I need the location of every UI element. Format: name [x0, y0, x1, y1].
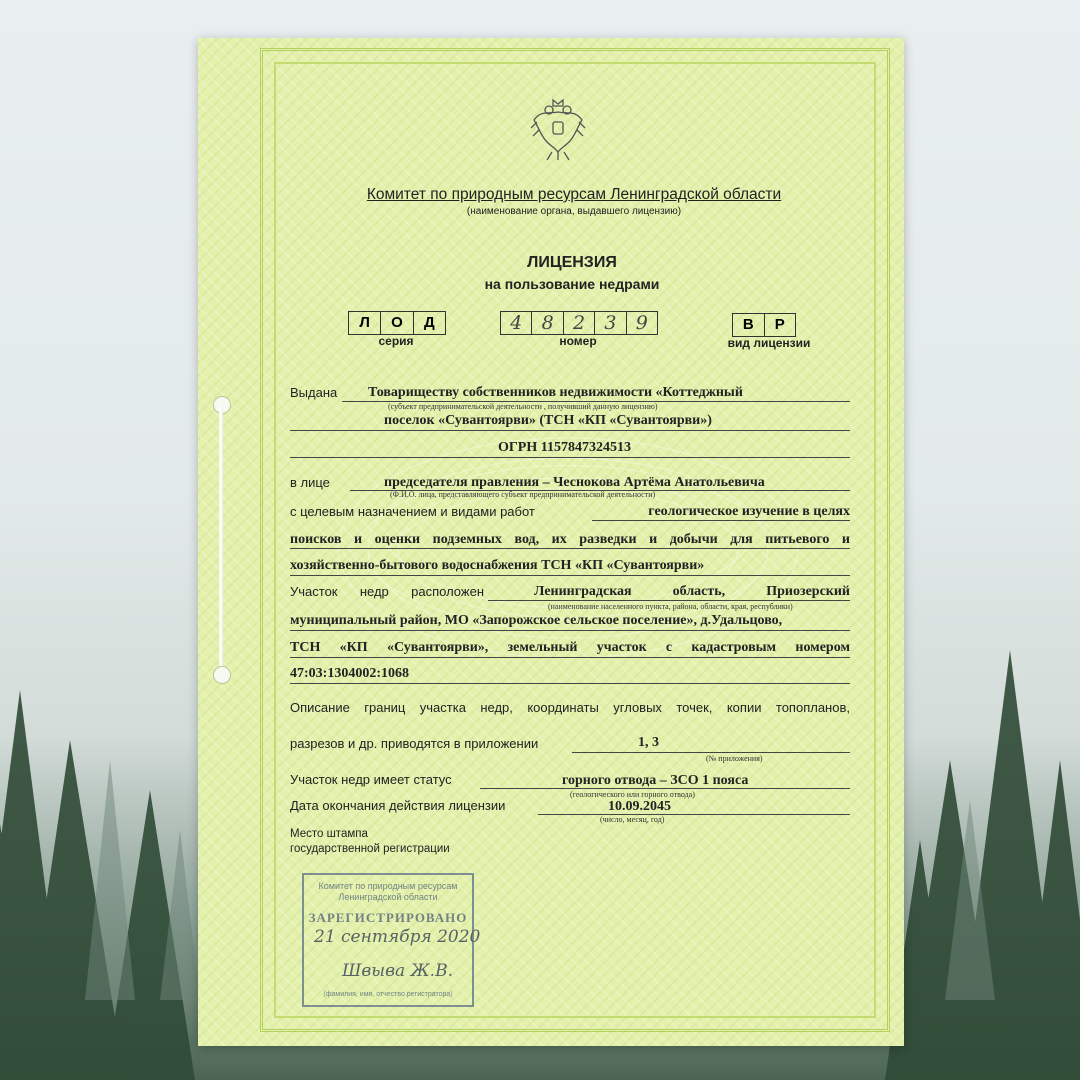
stamp-caption: (фамилия, имя, отчество регистратора) [323, 991, 453, 998]
cadastral-number: 47:03:1304002:1068 [290, 666, 409, 681]
license-type-letter: В [733, 314, 765, 336]
stamp-place-line-1: Место штампа [290, 828, 368, 840]
boundaries-text: Описание границ участка недр, координаты угловых точек, копии топопланов, [290, 700, 850, 715]
status-label: Участок недр имеет статус [290, 772, 452, 787]
document-subtitle: на пользование недрами [484, 276, 660, 292]
license-document [198, 38, 904, 1046]
ogrn: ОГРН 1157847324513 [498, 440, 631, 455]
purpose-line-1: геологическое изучение в целях [648, 504, 850, 519]
issuing-authority-caption: (наименование органа, выдавшего лицензию) [466, 206, 682, 217]
holder-line-1: Товариществу собственников недвижимости «Коттеджный [368, 385, 743, 400]
license-type-label: вид лицензии [727, 336, 811, 350]
location-line-2: муниципальный район, МО «Запорожское сельское поселение», д.Удальцово, [290, 613, 783, 628]
stamp-org-line-1: Комитет по природным ресурсам [318, 881, 458, 891]
status-caption: (геологического или горного отвода) [570, 790, 695, 799]
stamp-handwritten-date: 21 сентября 2020 [314, 927, 481, 947]
location-label: Участок недр расположен [290, 584, 484, 599]
issued-label: Выдана [290, 385, 338, 400]
coat-of-arms-icon [529, 98, 587, 162]
number-digit: 4 [501, 312, 532, 334]
expiry-date: 10.09.2045 [608, 799, 671, 814]
number-digit: 2 [564, 312, 595, 334]
license-type-boxes [732, 313, 796, 337]
number-digit: 8 [532, 312, 563, 334]
appendix-numbers: 1, 3 [638, 735, 659, 750]
license-type-letter: Р [774, 316, 785, 333]
appendix-caption: (№ приложения) [706, 754, 763, 763]
number-digit: 9 [635, 312, 648, 334]
status-value: горного отвода – ЗСО 1 пояса [562, 773, 749, 788]
location-caption: (наименование населенного пункта, района, области, края, республики) [548, 602, 793, 611]
purpose-label: с целевым назначением и видами работ [290, 504, 535, 519]
appendix-label: разрезов и др. приводятся в приложении [290, 736, 539, 751]
number-digit: 3 [595, 312, 626, 334]
representative-label: в лице [290, 475, 330, 490]
series-boxes [348, 311, 446, 335]
stamp-org-line-2: Ленинградской области [338, 892, 438, 902]
expiry-label: Дата окончания действия лицензии [290, 798, 506, 813]
representative-caption: (Ф.И.О. лица, представляющего субъект предпринимательской деятельности) [390, 490, 656, 499]
stamp-signature: Швыва Ж.В. [342, 961, 453, 981]
series-letter: Д [423, 314, 435, 331]
issuing-authority: Комитет по природным ресурсам Ленинградской области [366, 186, 782, 203]
location-line-1: Ленинградская область, Приозерский [534, 584, 850, 599]
purpose-line-3: хозяйственно-бытового водоснабжения ТСН «КП «Сувантоярви» [290, 558, 705, 573]
stamp-registered: ЗАРЕГИСТРИРОВАНО [308, 910, 468, 925]
binding-thread [219, 404, 223, 674]
series-letter: Л [349, 312, 381, 334]
holder-line-2: поселок «Сувантоярви» (ТСН «КП «Сувантоярви») [384, 413, 712, 428]
location-line-3: ТСН «КП «Сувантоярви», земельный участок с кадастровым номером [290, 640, 850, 655]
registration-stamp [302, 873, 481, 1007]
purpose-line-2: поисков и оценки подземных вод, их разведки и добычи для питьевого и [290, 532, 850, 547]
number-boxes [500, 311, 658, 335]
series-label: серия [378, 334, 414, 348]
document-title: ЛИЦЕНЗИЯ [527, 254, 617, 271]
stamp-place-line-2: государственной регистрации [290, 843, 450, 855]
series-letter: О [381, 312, 413, 334]
binding-hole-bottom [213, 666, 231, 684]
holder-caption: (субъект предпринимательской деятельности , получивший данную лицензию) [388, 402, 658, 411]
representative-value: председателя правления – Чеснокова Артёма Анатольевича [384, 475, 765, 490]
expiry-caption: (число, месяц, год) [600, 815, 665, 824]
number-label: номер [559, 334, 597, 348]
